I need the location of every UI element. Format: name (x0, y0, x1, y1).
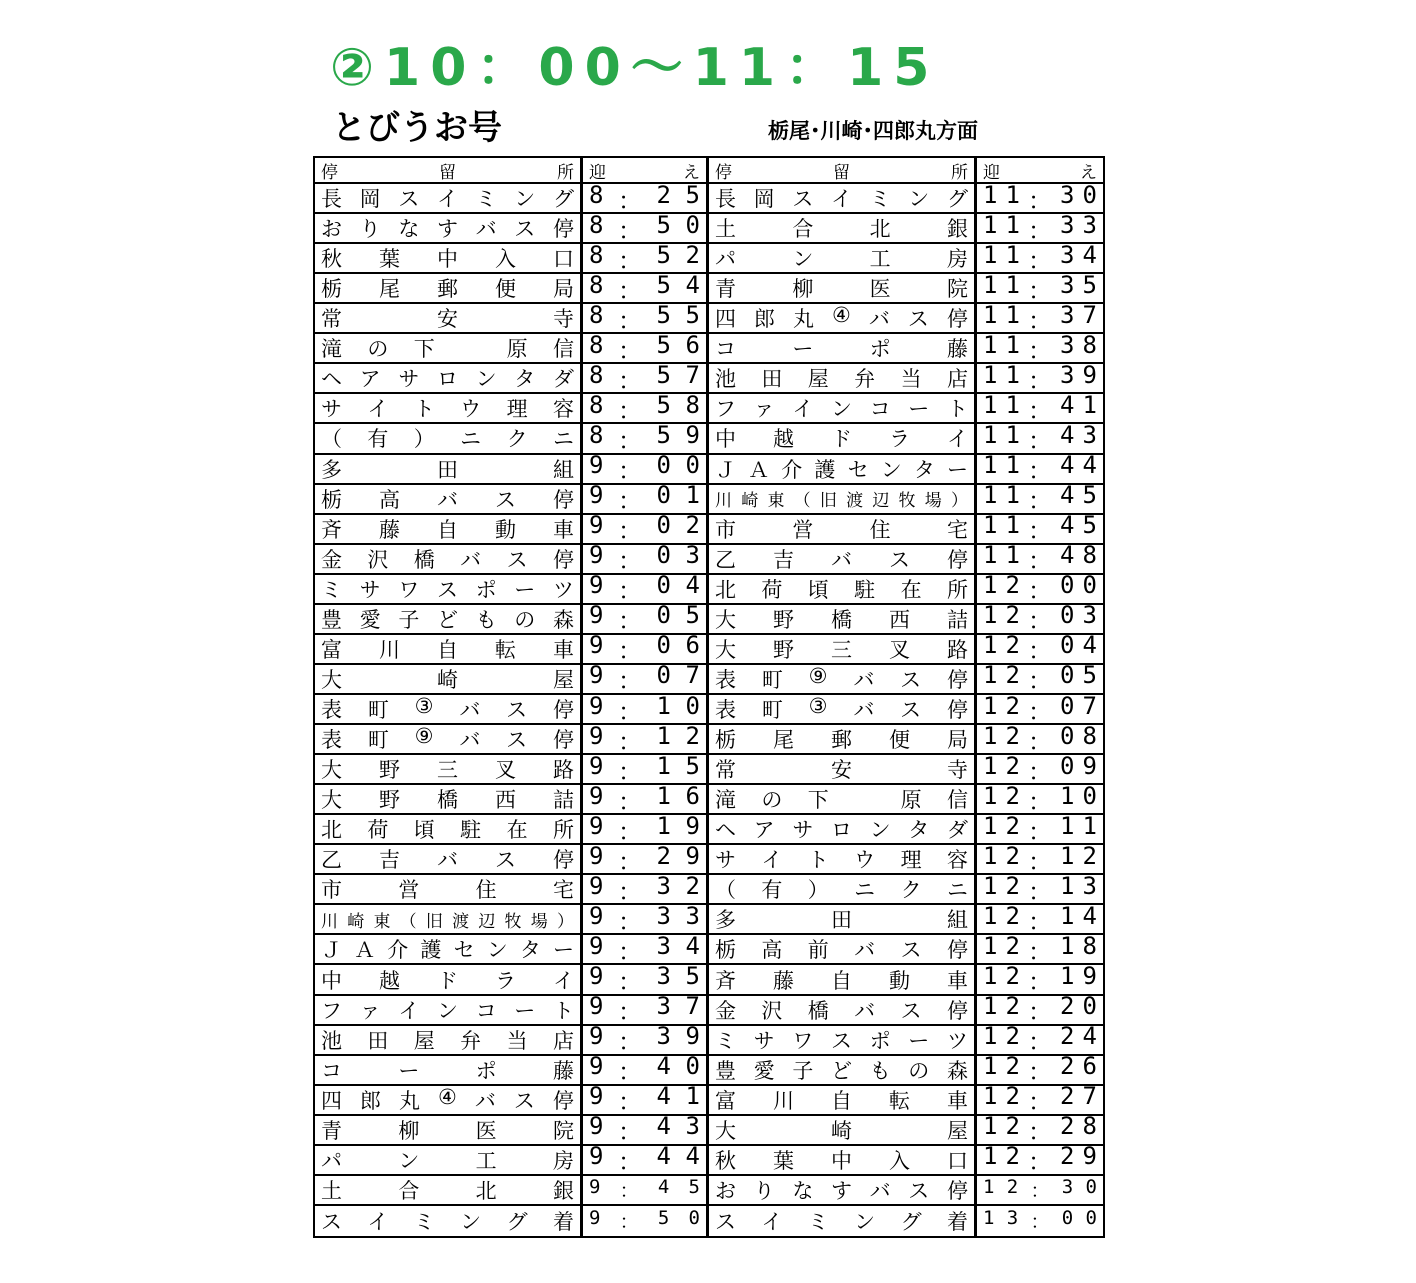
outbound-time (583, 184, 709, 214)
outbound-stop (315, 515, 583, 545)
inbound-time-text: 1 1 ： 3 8 (983, 334, 1097, 365)
outbound-time (583, 304, 709, 334)
outbound-stop (315, 815, 583, 845)
inbound-stop (709, 1206, 977, 1236)
outbound-stop-text: Ｊ Ａ 介 護 セ ン タ ー (321, 938, 574, 963)
inbound-time-text: 1 1 ： 3 5 (983, 274, 1097, 305)
inbound-stop-text: 斉 藤 自 動 車 (715, 968, 968, 993)
inbound-time (977, 1026, 1103, 1056)
inbound-time (977, 1146, 1103, 1176)
header-char: え (1080, 162, 1097, 183)
outbound-time (583, 1206, 709, 1236)
outbound-stop-text: 斉 藤 自 動 車 (321, 517, 574, 542)
outbound-time (583, 214, 709, 244)
outbound-stop (315, 244, 583, 274)
inbound-stop-text: 川 崎 東 （ 旧 渡 辺 牧 場 ） (715, 491, 968, 512)
outbound-time-text: 9 ： 0 5 (589, 604, 700, 635)
outbound-time-text: 9 ： 2 9 (589, 845, 700, 876)
outbound-stop-text: パ ン 工 房 (321, 1148, 574, 1173)
inbound-time-text: 1 2 ： 1 4 (983, 905, 1097, 936)
outbound-stop (315, 184, 583, 214)
inbound-stop-text: 金 沢 橋 バ ス 停 (715, 998, 968, 1023)
inbound-stop (709, 635, 977, 665)
outbound-time (583, 905, 709, 935)
inbound-stop-text: 土 合 北 銀 (715, 217, 968, 242)
outbound-time (583, 1116, 709, 1146)
inbound-stop-text: 北 荷 頃 駐 在 所 (715, 577, 968, 602)
outbound-time-text: 9 ： 4 1 (589, 1085, 700, 1116)
outbound-time (583, 244, 709, 274)
outbound-time-text: 8 ： 5 7 (589, 364, 700, 395)
inbound-time-text: 1 1 ： 4 5 (983, 514, 1097, 545)
header-stop-outbound (315, 158, 583, 184)
outbound-stop (315, 1206, 583, 1236)
outbound-time (583, 845, 709, 875)
outbound-time (583, 1146, 709, 1176)
inbound-stop-text: 栃 高 前 バ ス 停 (715, 938, 968, 963)
inbound-stop-text: ミ サ ワ ス ポ ー ツ (715, 1028, 968, 1053)
header-char: 所 (557, 162, 574, 183)
inbound-stop-text: 表 町 ⑨ バ ス 停 (715, 664, 968, 692)
outbound-stop (315, 1056, 583, 1086)
outbound-stop (315, 935, 583, 965)
inbound-stop (709, 244, 977, 274)
inbound-time-text: 1 2 ： 2 7 (983, 1085, 1097, 1116)
outbound-time (583, 755, 709, 785)
inbound-time-text: 1 1 ： 3 3 (983, 214, 1097, 245)
inbound-stop (709, 875, 977, 905)
outbound-stop-text: 多 田 組 (321, 457, 574, 482)
inbound-stop-text: 大 野 橋 西 詰 (715, 607, 968, 632)
inbound-stop (709, 424, 977, 454)
inbound-time (977, 665, 1103, 695)
inbound-stop-text: 秋 葉 中 入 口 (715, 1148, 968, 1173)
inbound-time (977, 545, 1103, 575)
inbound-stop (709, 304, 977, 334)
outbound-time (583, 965, 709, 995)
inbound-time-text: 1 1 ： 4 5 (983, 484, 1097, 515)
outbound-time (583, 364, 709, 394)
outbound-time (583, 334, 709, 364)
inbound-time (977, 214, 1103, 244)
inbound-time-text: 1 1 ： 4 3 (983, 424, 1097, 455)
inbound-time-text: 1 2 ： 0 8 (983, 725, 1097, 756)
outbound-stop-text: （ 有 ） ニ ク ニ (321, 427, 574, 452)
inbound-stop (709, 905, 977, 935)
header-char: え (683, 162, 700, 183)
inbound-stop-text: 池 田 屋 弁 当 店 (715, 367, 968, 392)
outbound-stop (315, 485, 583, 515)
inbound-time (977, 455, 1103, 485)
outbound-time-text: 8 ： 5 2 (589, 244, 700, 275)
outbound-stop-text: 青 柳 医 院 (321, 1118, 574, 1143)
inbound-time-text: 1 2 ： 3 0 (983, 1176, 1097, 1203)
inbound-time-text: 1 1 ： 3 0 (983, 184, 1097, 215)
outbound-time-text: 9 ： 3 3 (589, 905, 700, 936)
inbound-time (977, 635, 1103, 665)
inbound-stop (709, 1026, 977, 1056)
outbound-stop (315, 274, 583, 304)
outbound-stop-text: サ イ ト ウ 理 容 (321, 397, 574, 422)
outbound-time (583, 1086, 709, 1116)
outbound-stop-text: 市 営 住 宅 (321, 878, 574, 903)
inbound-time (977, 424, 1103, 454)
outbound-stop-text: フ ァ イ ン コ ー ト (321, 998, 574, 1023)
outbound-time-text: 9 ： 0 7 (589, 664, 700, 695)
inbound-stop (709, 515, 977, 545)
inbound-time (977, 965, 1103, 995)
outbound-time (583, 575, 709, 605)
outbound-time-text: 9 ： 0 0 (589, 454, 700, 485)
outbound-time-text: 9 ： 1 5 (589, 755, 700, 786)
outbound-time-text: 8 ： 5 8 (589, 394, 700, 425)
outbound-time-text: 9 ： 3 5 (589, 965, 700, 996)
outbound-stop-text: 川 崎 東 （ 旧 渡 辺 牧 場 ） (321, 911, 574, 932)
outbound-time (583, 485, 709, 515)
inbound-time (977, 575, 1103, 605)
outbound-time (583, 545, 709, 575)
outbound-stop (315, 1146, 583, 1176)
inbound-stop-text: 大 崎 屋 (715, 1118, 968, 1143)
inbound-stop-text: 大 野 三 叉 路 (715, 637, 968, 662)
outbound-stop-text: 富 川 自 転 車 (321, 637, 574, 662)
inbound-stop-text: 市 営 住 宅 (715, 517, 968, 542)
outbound-stop (315, 304, 583, 334)
outbound-stop-text: ヘ ア サ ロ ン タ ダ (321, 367, 574, 392)
inbound-time (977, 1056, 1103, 1086)
outbound-time (583, 605, 709, 635)
inbound-stop-text: 四 郎 丸 ④ バ ス 停 (715, 304, 968, 332)
outbound-time-text: 8 ： 5 0 (589, 214, 700, 245)
inbound-stop-text: パ ン 工 房 (715, 247, 968, 272)
inbound-stop-text: Ｊ Ａ 介 護 セ ン タ ー (715, 457, 968, 482)
inbound-stop-text: ス イ ミ ン グ 着 (715, 1209, 968, 1234)
outbound-stop-text: 表 町 ⑨ バ ス 停 (321, 725, 574, 753)
outbound-time-text: 8 ： 5 4 (589, 274, 700, 305)
outbound-stop (315, 755, 583, 785)
inbound-stop (709, 1176, 977, 1206)
inbound-time-text: 1 1 ： 4 8 (983, 544, 1097, 575)
outbound-stop-text: お り な す バ ス 停 (321, 217, 574, 242)
outbound-stop-text: 長 岡 ス イ ミ ン グ (321, 187, 574, 212)
outbound-time (583, 785, 709, 815)
outbound-stop-text: 常 安 寺 (321, 307, 574, 332)
outbound-stop-text: 土 合 北 銀 (321, 1178, 574, 1203)
outbound-time (583, 635, 709, 665)
inbound-time-text: 1 2 ： 2 8 (983, 1115, 1097, 1146)
outbound-stop (315, 905, 583, 935)
timetable-grid (313, 156, 1105, 1238)
inbound-time (977, 334, 1103, 364)
inbound-time (977, 845, 1103, 875)
outbound-stop-text: 北 荷 頃 駐 在 所 (321, 818, 574, 843)
inbound-stop-text: 豊 愛 子 ど も の 森 (715, 1058, 968, 1083)
header-char: 留 (439, 162, 456, 183)
outbound-time-text: 9 ： 5 0 (589, 1207, 700, 1234)
inbound-stop (709, 1146, 977, 1176)
outbound-stop-text: 豊 愛 子 ど も の 森 (321, 607, 574, 632)
inbound-time (977, 1116, 1103, 1146)
inbound-time-text: 1 1 ： 3 9 (983, 364, 1097, 395)
header-stop-inbound (709, 158, 977, 184)
inbound-time-text: 1 2 ： 2 0 (983, 995, 1097, 1026)
bus-name: とびうお号 (332, 108, 502, 148)
outbound-time (583, 665, 709, 695)
outbound-time-text: 9 ： 4 3 (589, 1115, 700, 1146)
outbound-stop-text: 大 野 橋 西 詰 (321, 788, 574, 813)
inbound-time-text: 1 2 ： 0 9 (983, 755, 1097, 786)
inbound-stop (709, 845, 977, 875)
inbound-time-text: 1 2 ： 1 3 (983, 875, 1097, 906)
inbound-stop (709, 214, 977, 244)
inbound-time-text: 1 1 ： 4 1 (983, 394, 1097, 425)
inbound-time (977, 515, 1103, 545)
inbound-time-text: 1 2 ： 0 7 (983, 694, 1097, 726)
header-char: 停 (715, 162, 732, 183)
inbound-stop-text: 長 岡 ス イ ミ ン グ (715, 187, 968, 212)
header-char: 所 (951, 162, 968, 183)
inbound-time (977, 394, 1103, 424)
inbound-stop-text: ヘ ア サ ロ ン タ ダ (715, 818, 968, 843)
inbound-time (977, 785, 1103, 815)
inbound-time (977, 274, 1103, 304)
outbound-stop (315, 965, 583, 995)
inbound-stop-text: 中 越 ド ラ イ (715, 427, 968, 452)
outbound-stop (315, 394, 583, 424)
inbound-stop (709, 394, 977, 424)
inbound-time (977, 1206, 1103, 1236)
outbound-stop-text: 栃 尾 郵 便 局 (321, 277, 574, 302)
outbound-time-text: 9 ： 0 4 (589, 574, 700, 605)
inbound-time-text: 1 2 ： 1 2 (983, 845, 1097, 876)
outbound-time (583, 1056, 709, 1086)
header-char: 留 (833, 162, 850, 183)
inbound-stop (709, 575, 977, 605)
outbound-stop (315, 845, 583, 875)
outbound-time (583, 274, 709, 304)
outbound-time-text: 8 ： 5 6 (589, 334, 700, 365)
inbound-time (977, 755, 1103, 785)
outbound-stop (315, 996, 583, 1026)
inbound-time (977, 905, 1103, 935)
inbound-stop-text: 乙 吉 バ ス 停 (715, 547, 968, 572)
inbound-time (977, 364, 1103, 394)
outbound-time-text: 9 ： 4 0 (589, 1055, 700, 1086)
inbound-stop-text: 表 町 ③ バ ス 停 (715, 694, 968, 722)
header-time-inbound (977, 158, 1103, 184)
outbound-stop-text: コ ー ポ 藤 (321, 1058, 574, 1083)
outbound-stop (315, 695, 583, 725)
inbound-time-text: 1 1 ： 3 7 (983, 304, 1097, 335)
outbound-time (583, 394, 709, 424)
outbound-time (583, 424, 709, 454)
outbound-time (583, 725, 709, 755)
inbound-stop-text: 滝 の 下 原 信 (715, 788, 968, 813)
inbound-stop (709, 965, 977, 995)
inbound-stop (709, 935, 977, 965)
inbound-time (977, 695, 1103, 725)
outbound-stop (315, 875, 583, 905)
outbound-time (583, 1026, 709, 1056)
inbound-time-text: 1 2 ： 2 9 (983, 1145, 1097, 1176)
outbound-time (583, 935, 709, 965)
outbound-time (583, 1176, 709, 1206)
outbound-time-text: 9 ： 1 0 (589, 694, 700, 726)
outbound-stop (315, 575, 583, 605)
outbound-stop (315, 364, 583, 394)
inbound-stop (709, 695, 977, 725)
outbound-stop (315, 1116, 583, 1146)
outbound-time (583, 695, 709, 725)
inbound-stop (709, 1056, 977, 1086)
inbound-stop (709, 545, 977, 575)
outbound-stop-text: 大 崎 屋 (321, 667, 574, 692)
inbound-stop (709, 996, 977, 1026)
inbound-time-text: 1 2 ： 1 0 (983, 785, 1097, 816)
outbound-stop-text: 池 田 屋 弁 当 店 (321, 1028, 574, 1053)
inbound-stop-text: コ ー ポ 藤 (715, 337, 968, 362)
outbound-time-text: 9 ： 4 5 (589, 1176, 700, 1203)
inbound-stop (709, 785, 977, 815)
outbound-stop-text: 表 町 ③ バ ス 停 (321, 694, 574, 722)
inbound-time-text: 1 2 ： 0 4 (983, 634, 1097, 665)
outbound-time-text: 8 ： 5 9 (589, 424, 700, 455)
inbound-stop-text: 青 柳 医 院 (715, 277, 968, 302)
header-time-outbound (583, 158, 709, 184)
inbound-time (977, 996, 1103, 1026)
outbound-stop-text: 乙 吉 バ ス 停 (321, 848, 574, 873)
outbound-stop (315, 1176, 583, 1206)
inbound-stop-text: フ ァ イ ン コ ー ト (715, 397, 968, 422)
outbound-time (583, 815, 709, 845)
outbound-stop (315, 725, 583, 755)
outbound-stop (315, 635, 583, 665)
inbound-stop (709, 1086, 977, 1116)
header-char: 迎 (983, 162, 1000, 183)
outbound-stop-text: 大 野 三 叉 路 (321, 758, 574, 783)
outbound-stop (315, 334, 583, 364)
outbound-time (583, 455, 709, 485)
inbound-time-text: 1 2 ： 2 4 (983, 1025, 1097, 1056)
inbound-time-text: 1 2 ： 1 9 (983, 965, 1097, 996)
inbound-time (977, 815, 1103, 845)
outbound-stop-text: ミ サ ワ ス ポ ー ツ (321, 577, 574, 602)
route-direction: 栃尾･川崎･四郎丸方面 (768, 119, 978, 143)
outbound-time-text: 9 ： 1 9 (589, 815, 700, 846)
outbound-stop-text: 金 沢 橋 バ ス 停 (321, 547, 574, 572)
outbound-stop-text: 秋 葉 中 入 口 (321, 247, 574, 272)
inbound-stop-text: 栃 尾 郵 便 局 (715, 728, 968, 753)
outbound-stop (315, 545, 583, 575)
inbound-stop-text: 富 川 自 転 車 (715, 1088, 968, 1113)
outbound-stop-text: 滝 の 下 原 信 (321, 337, 574, 362)
inbound-stop (709, 274, 977, 304)
inbound-time-text: 1 3 ： 0 0 (983, 1207, 1097, 1234)
outbound-stop-text: 栃 高 バ ス 停 (321, 487, 574, 512)
outbound-stop (315, 1086, 583, 1116)
inbound-stop-text: （ 有 ） ニ ク ニ (715, 878, 968, 903)
inbound-time-text: 1 1 ： 3 4 (983, 244, 1097, 275)
inbound-time (977, 1176, 1103, 1206)
outbound-time (583, 875, 709, 905)
outbound-time-text: 9 ： 1 6 (589, 785, 700, 816)
inbound-stop (709, 455, 977, 485)
inbound-time-text: 1 2 ： 0 3 (983, 604, 1097, 635)
outbound-stop (315, 455, 583, 485)
outbound-time-text: 8 ： 5 5 (589, 304, 700, 335)
page-title: ②10：00～11：15 (330, 38, 940, 98)
outbound-time-text: 9 ： 1 2 (589, 725, 700, 756)
inbound-time (977, 184, 1103, 214)
inbound-stop (709, 334, 977, 364)
inbound-stop-text: 常 安 寺 (715, 758, 968, 783)
inbound-time (977, 304, 1103, 334)
inbound-stop (709, 665, 977, 695)
outbound-stop-text: 中 越 ド ラ イ (321, 968, 574, 993)
header-char: 停 (321, 162, 338, 183)
outbound-time-text: 9 ： 3 7 (589, 995, 700, 1026)
outbound-time-text: 9 ： 3 2 (589, 875, 700, 906)
inbound-time (977, 485, 1103, 515)
inbound-stop (709, 815, 977, 845)
inbound-time-text: 1 1 ： 4 4 (983, 454, 1097, 485)
inbound-stop (709, 184, 977, 214)
inbound-time (977, 1086, 1103, 1116)
inbound-stop (709, 1116, 977, 1146)
inbound-stop (709, 485, 977, 515)
outbound-stop-text: 四 郎 丸 ④ バ ス 停 (321, 1085, 574, 1113)
outbound-stop (315, 1026, 583, 1056)
outbound-time-text: 8 ： 2 5 (589, 184, 700, 215)
inbound-stop-text: 多 田 組 (715, 908, 968, 933)
outbound-time-text: 9 ： 0 6 (589, 634, 700, 665)
inbound-time-text: 1 2 ： 1 1 (983, 815, 1097, 846)
inbound-time-text: 1 2 ： 0 0 (983, 574, 1097, 605)
outbound-time-text: 9 ： 0 2 (589, 514, 700, 545)
inbound-time (977, 935, 1103, 965)
outbound-stop (315, 665, 583, 695)
outbound-time (583, 515, 709, 545)
outbound-time-text: 9 ： 4 4 (589, 1145, 700, 1176)
inbound-stop (709, 364, 977, 394)
outbound-time-text: 9 ： 0 3 (589, 544, 700, 575)
header-char: 迎 (589, 162, 606, 183)
inbound-stop (709, 725, 977, 755)
outbound-time-text: 9 ： 3 9 (589, 1025, 700, 1056)
outbound-stop (315, 785, 583, 815)
inbound-time (977, 244, 1103, 274)
inbound-stop-text: お り な す バ ス 停 (715, 1178, 968, 1203)
outbound-stop-text: ス イ ミ ン グ 着 (321, 1209, 574, 1234)
outbound-stop (315, 605, 583, 635)
inbound-time (977, 725, 1103, 755)
inbound-stop-text: サ イ ト ウ 理 容 (715, 848, 968, 873)
outbound-time-text: 9 ： 3 4 (589, 935, 700, 966)
inbound-time-text: 1 2 ： 2 6 (983, 1055, 1097, 1086)
inbound-time-text: 1 2 ： 1 8 (983, 935, 1097, 966)
outbound-stop (315, 424, 583, 454)
inbound-time (977, 605, 1103, 635)
inbound-time (977, 875, 1103, 905)
outbound-time (583, 996, 709, 1026)
inbound-stop (709, 755, 977, 785)
outbound-time-text: 9 ： 0 1 (589, 484, 700, 515)
inbound-time-text: 1 2 ： 0 5 (983, 664, 1097, 695)
inbound-stop (709, 605, 977, 635)
outbound-stop (315, 214, 583, 244)
